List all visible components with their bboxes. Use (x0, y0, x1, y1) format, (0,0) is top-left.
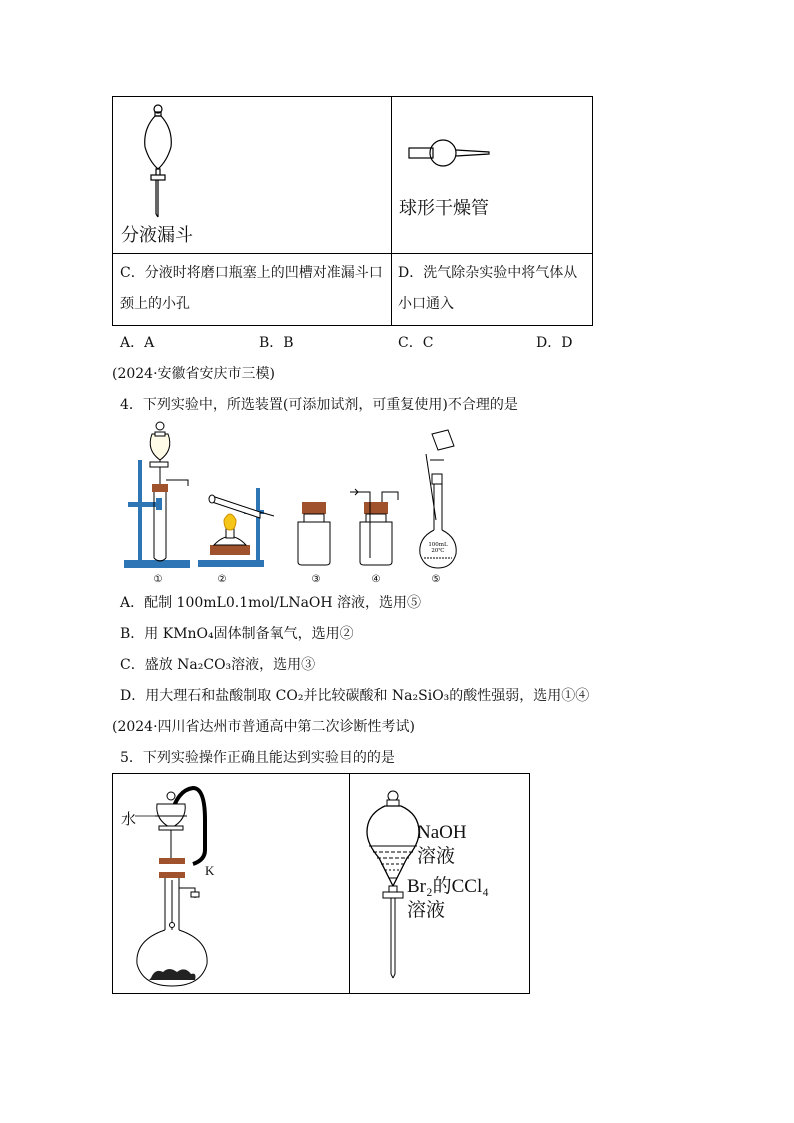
drying-tube-label: 球形干燥管 (399, 198, 489, 219)
water-label: 水 (121, 810, 137, 828)
flask-apparatus-icon (119, 780, 339, 990)
table-divider-vertical (391, 97, 392, 325)
naoh-label: NaOH (417, 822, 467, 843)
apparatus-3-icon (298, 502, 330, 585)
table-divider-vertical (349, 774, 350, 993)
options-table-top (112, 96, 593, 326)
q4-stem: 4．下列实验中，所选装置(可添加试剂，可重复使用)不合理的是 (120, 397, 518, 413)
drying-tube-icon (405, 137, 495, 177)
svg-text:①: ① (153, 574, 163, 585)
q5-stem: 5．下列实验操作正确且能达到实验目的的是 (120, 750, 395, 766)
choice-c: C．C (398, 335, 434, 351)
apparatus-illustration (118, 420, 468, 590)
apparatus-2-icon (198, 488, 274, 585)
choice-a: A．A (120, 335, 155, 351)
svg-text:20℃: 20℃ (431, 548, 445, 554)
table-divider-horizontal (113, 253, 592, 254)
q4-option-a: A．配制 100mL0.1mol/LNaOH 溶液，选用⑤ (120, 595, 422, 611)
valve-k-label: K (205, 863, 215, 878)
q4-source: (2024·安徽省安庆市三模) (112, 366, 276, 382)
br2-label: Br₂的CCl₄ (407, 876, 489, 897)
svg-text:③: ③ (311, 574, 321, 585)
br2-solution-label: 溶液 (407, 900, 446, 921)
q5-source: (2024·四川省达州市普通高中第二次诊断性考试) (112, 719, 416, 735)
q5-figure-table (112, 773, 530, 994)
option-c-text: C．分液时将磨口瓶塞上的凹槽对准漏斗口颈上的小孔 (120, 265, 383, 312)
q4-option-c: C．盛放 Na₂CO₃溶液，选用③ (120, 657, 316, 673)
separatory-funnel-icon (131, 99, 191, 221)
apparatus-4-icon (350, 489, 398, 585)
funnel-label: 分液漏斗 (121, 225, 193, 246)
q4-option-b: B．用 KMnO₄固体制备氧气，选用② (120, 626, 354, 642)
svg-text:②: ② (217, 574, 227, 585)
apparatus-5-icon (420, 430, 456, 585)
naoh-solution-label: 溶液 (417, 846, 456, 867)
choice-b: B．B (259, 335, 294, 351)
svg-text:100mL: 100mL (428, 542, 448, 548)
choice-d: D．D (536, 335, 573, 351)
q4-option-d: D．用大理石和盐酸制取 CO₂并比较碳酸和 Na₂SiO₃的酸性强弱，选用①④ (120, 688, 590, 704)
svg-text:④: ④ (371, 574, 381, 585)
apparatus-1-icon (124, 422, 190, 585)
svg-text:⑤: ⑤ (431, 574, 441, 585)
option-d-text: D．洗气除杂实验中将气体从小口通入 (398, 265, 578, 312)
